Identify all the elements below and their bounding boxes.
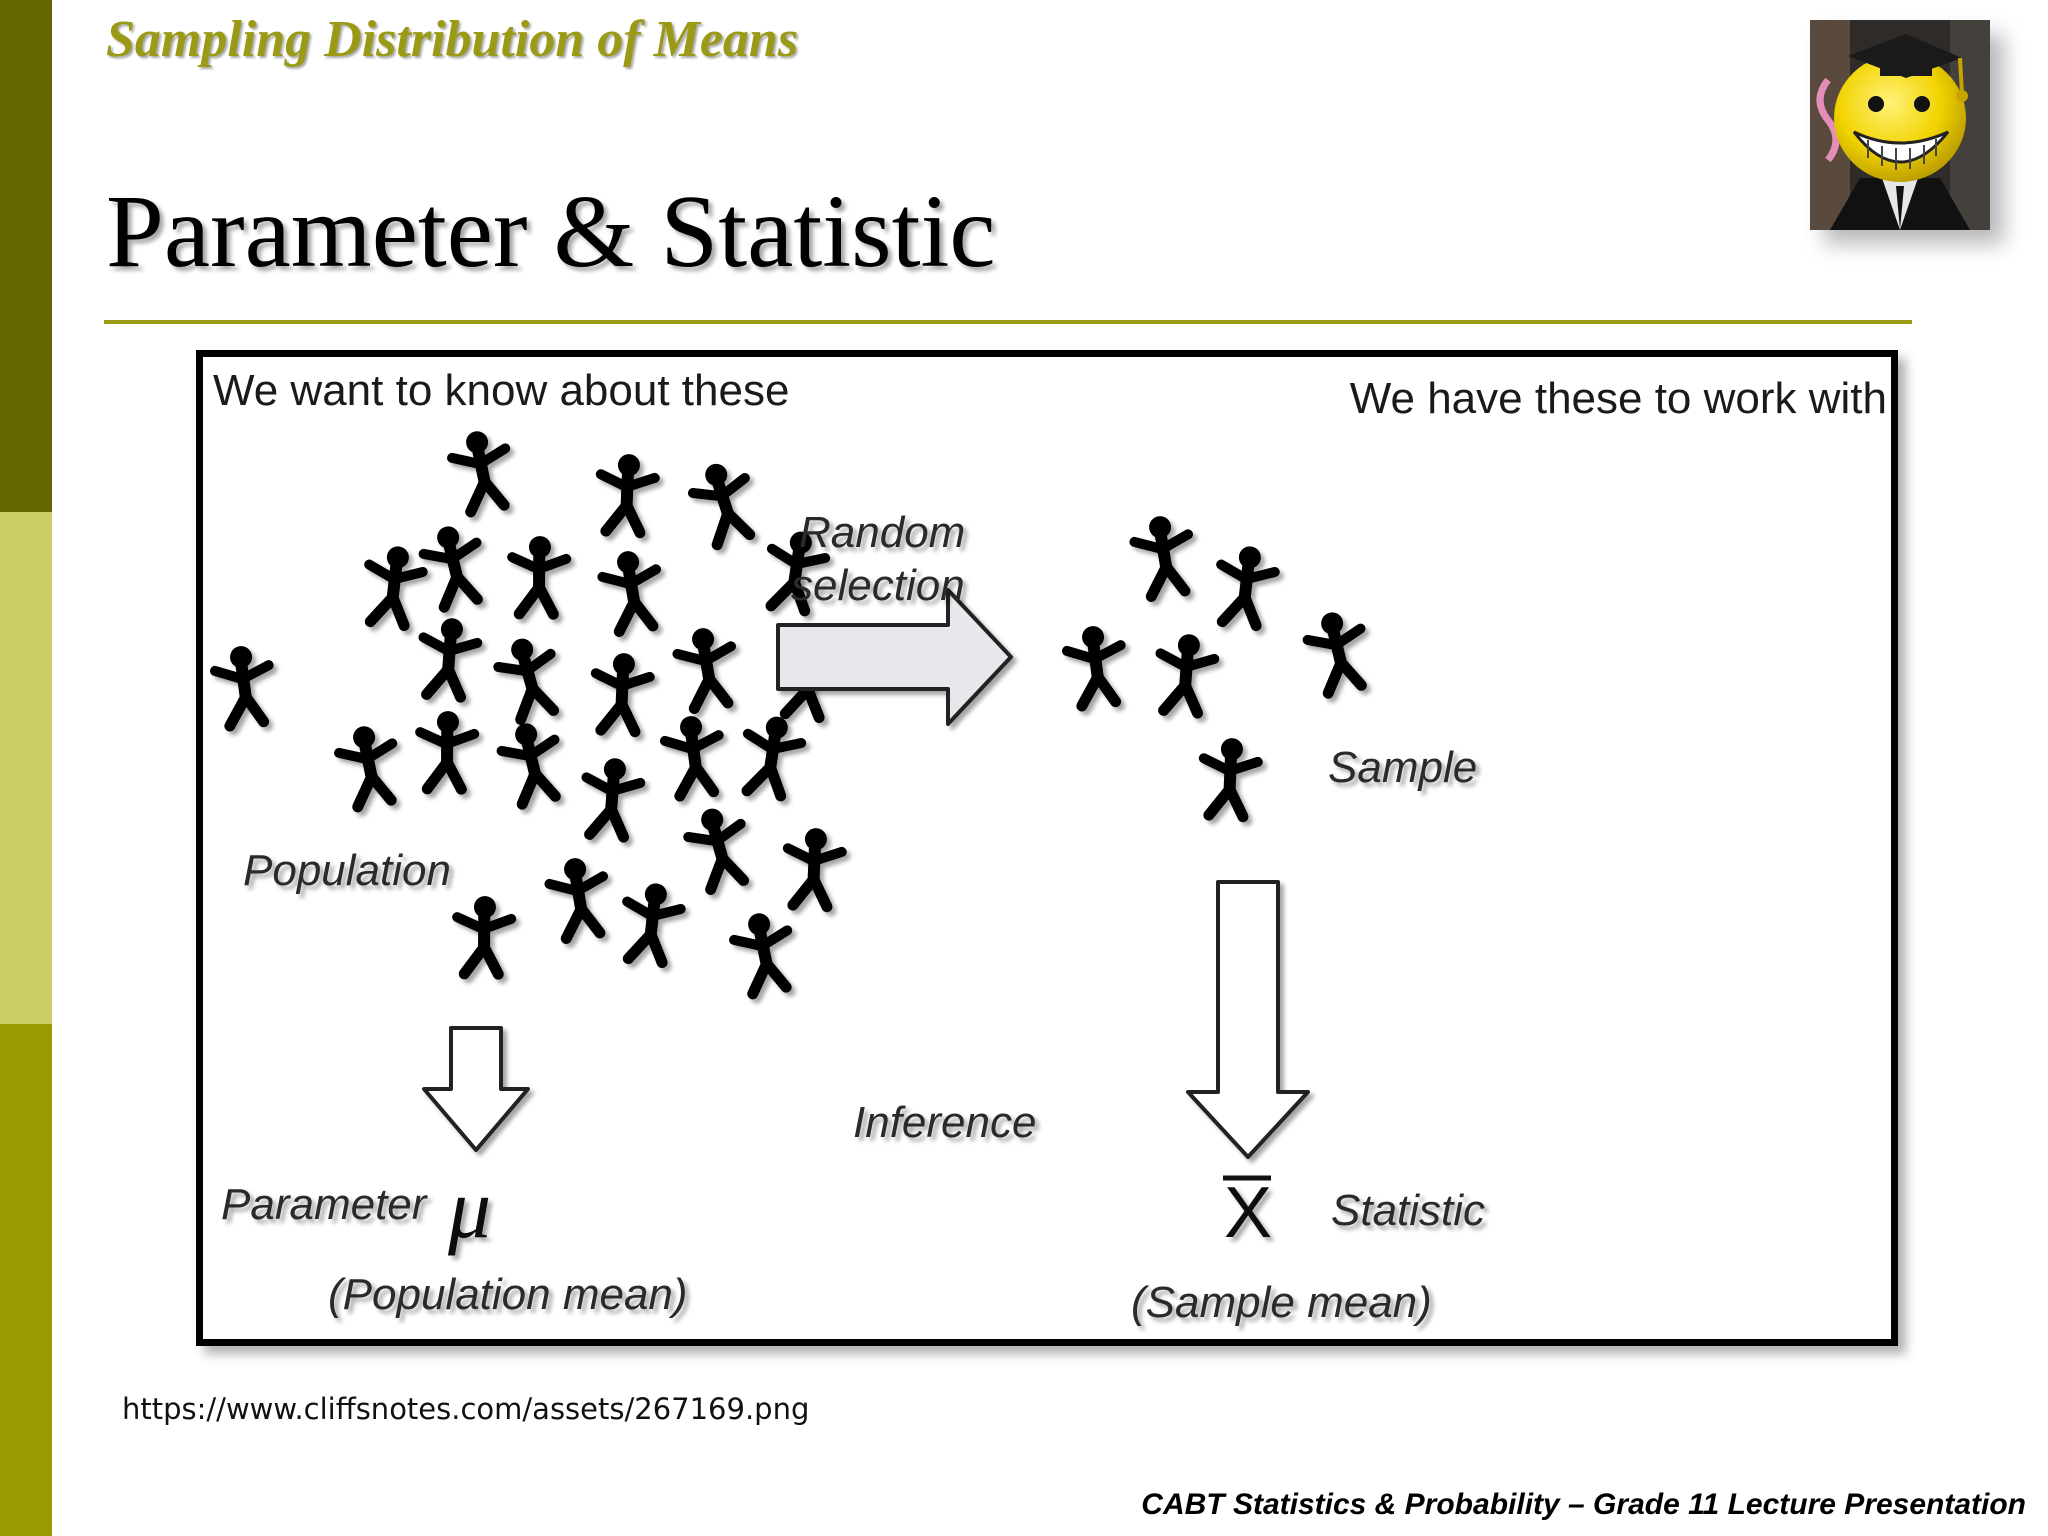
stick-person-icon [1304,608,1371,695]
inference-label: Inference [853,1098,1037,1147]
population-crowd [213,428,844,996]
parameter-label: Parameter [221,1180,427,1229]
population-to-parameter-arrow [424,1028,528,1150]
stick-person-icon [1198,735,1260,819]
sample-to-statistic-arrow [1188,882,1308,1157]
top-right-caption: We have these to work with [1349,374,1887,423]
sidebar-segment-bottom [0,1024,52,1536]
population-label: Population [243,846,451,895]
image-source-link[interactable]: https://www.cliffsnotes.com/assets/267169.png [122,1392,810,1426]
sample-label: Sample [1328,743,1478,792]
stick-person-icon [683,803,752,892]
stick-person-icon [1153,631,1217,717]
stick-person-icon [1211,542,1278,629]
sidebar-segment-middle [0,512,52,1024]
title-rule [104,320,1912,324]
top-left-caption: We want to know about these [213,366,790,415]
parameter-statistic-diagram [196,350,1898,1346]
stick-person-icon [617,879,684,966]
slide-footer: CABT Statistics & Probability – Grade 11 Lecture Presentation [1141,1488,2026,1521]
stick-person-icon [782,825,844,909]
stick-person-icon [498,719,565,806]
stick-person-icon [213,644,272,727]
sample-mean-symbol: X [1224,1173,1273,1253]
stick-person-icon [579,755,643,841]
stick-person-icon [1065,624,1124,707]
population-mean-caption: (Population mean) [328,1270,688,1319]
mascot-logo [1810,20,1990,230]
stick-person-icon [547,855,609,939]
stick-person-icon [1132,513,1194,597]
sample-group [1065,513,1370,819]
sidebar-segment-top [0,0,52,512]
sidebar-accent [0,0,52,1536]
stick-person-icon [420,522,487,609]
stick-person-icon [736,711,805,800]
statistic-label: Statistic [1331,1186,1486,1235]
sample-mean-caption: (Sample mean) [1131,1278,1432,1327]
slide-subtitle: Sampling Distribution of Means [106,11,799,68]
population-mean-symbol: μ [448,1160,492,1256]
stick-person-icon [336,723,400,809]
stick-person-icon [590,650,652,734]
random-selection-label-line2: selection [791,561,965,610]
stick-person-icon [493,633,562,722]
stick-person-icon [416,709,475,792]
stick-person-icon [731,910,795,996]
stick-person-icon [359,542,426,629]
slide-title: Parameter & Statistic [106,174,996,289]
stick-person-icon [663,714,722,797]
stick-person-icon [508,534,567,617]
stick-person-icon [453,894,512,977]
stick-person-icon [449,428,513,514]
random-selection-label-line1: Random [799,508,966,557]
yellow-smiling-character-with-graduation-cap-icon [1810,20,1990,230]
stick-person-icon [675,625,737,709]
stick-person-icon [595,451,657,535]
stick-person-icon [416,615,480,701]
stick-person-icon [687,458,759,548]
stick-person-icon [600,548,662,632]
diagram-canvas [203,357,1891,1339]
